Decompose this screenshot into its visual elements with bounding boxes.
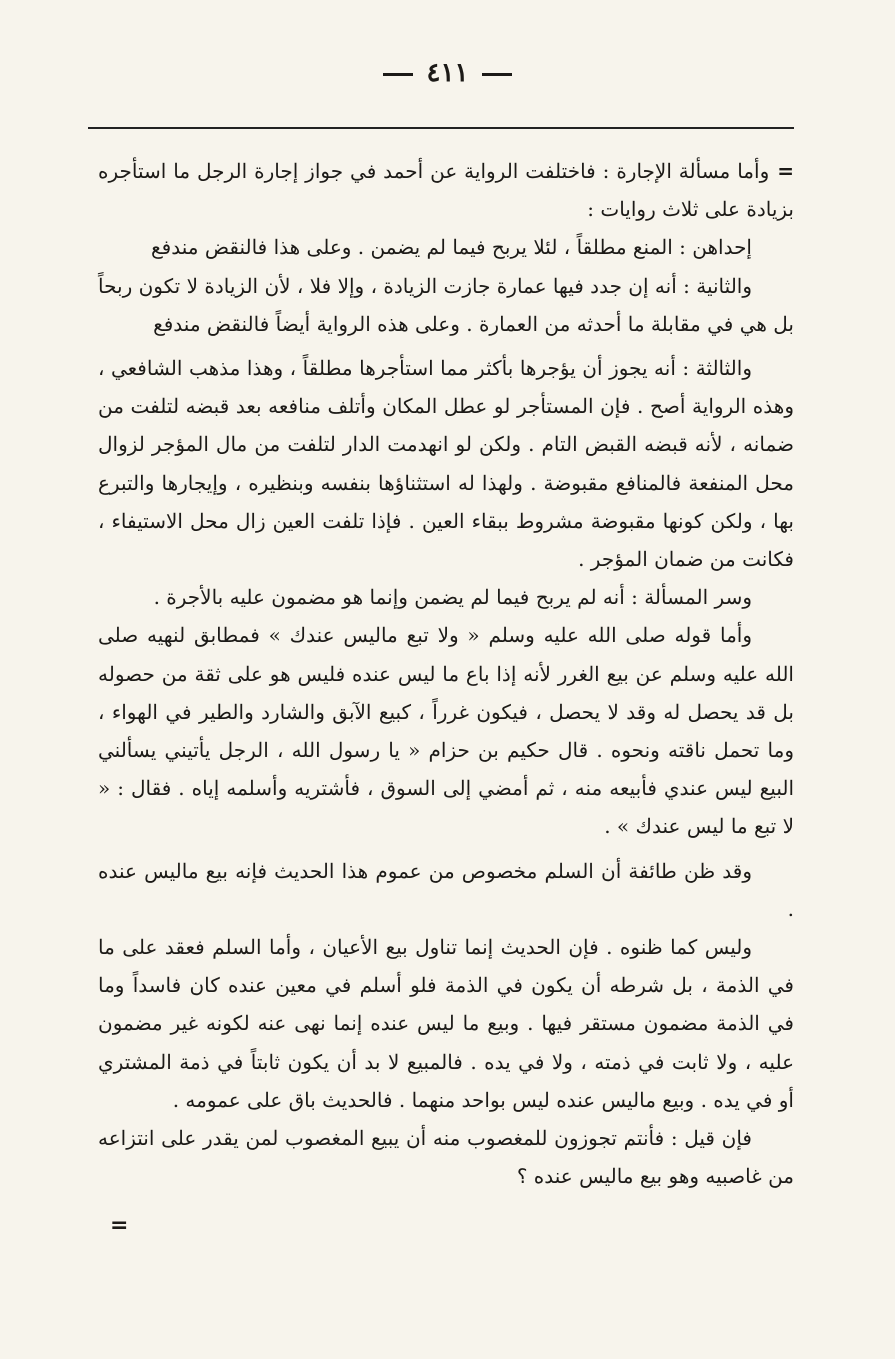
continuation-mark-end: = [110,1213,129,1238]
paragraph-8: وليس كما ظنوه . فإن الحديث إنما تناول بيع الأعيان ، وأما السلم فعقد على ما في الذمة ، بل شرطه أن يكون في الذمة فلو أسلم في معين عنده كان فاسداً وما في الذمة مضمون مستقر فيها . وبيع ما ليس عنده إنما نهى عنه لكونه غير مضمون عليه ، ولا ثابت في ذمته ، ولا في يده . فالمبيع لا بد أن يكون ثابتاً في ذمة المشتري أو في يده . وبيع ماليس عنده ليس بواحد منهما . فالحديث باق على عمومه . [98,935,794,1112]
continuation-mark: = [777,159,794,183]
paragraph-1: =وأما مسألة الإجارة : فاختلفت الرواية عن أحمد في جواز إجارة الرجل ما استأجره بزيادة على ثلاث روايات : [98,152,794,228]
page-body [98,152,794,1195]
paragraph-5: وسر المسألة : أنه لم يربح فيما لم يضمن وإنما هو مضمون عليه بالأجرة . [153,585,752,610]
paragraph-7: وقد ظن طائفة أن السلم مخصوص من عموم هذا الحديث فإنه بيع ماليس عنده . [98,858,794,921]
header-rule [88,127,794,129]
header-dash-right [482,73,512,76]
paragraph-4: والثالثة : أنه يجوز أن يؤجرها بأكثر مما استأجرها مطلقاً ، وهذا مذهب الشافعي ، وهذه الرواية أصح . فإن المستأجر لو عطل المكان وأتلف منافعه بعد قبضه لتلفت من ضمانه ، لأنه قبضه القبض التام . ولكن لو انهدمت الدار لتلفت من مال المؤجر لزوال محل المنفعة فالمنافع مقبوضة . ولهذا له استثناؤها بنفسه وبنظيره ، وإيجارها والتبرع بها ، ولكن كونها مقبوضة مشروط ببقاء العين . فإذا تلفت العين زال محل الاستيفاء ، فكانت من ضمان المؤجر . [98,356,794,572]
paragraph-2: إحداهن : المنع مطلقاً ، لئلا يربح فيما لم يضمن . وعلى هذا فالنقض مندفع [151,235,752,260]
paragraph-3: والثانية : أنه إن جدد فيها عمارة جازت الزيادة ، وإلا فلا ، لأن الزيادة لا تكون ربحاً بل هي في مقابلة ما أحدثه من العمارة . وعلى هذه الرواية أيضاً فالنقض مندفع [98,273,794,336]
page-number: ٤١١ [426,58,469,88]
paragraph-6: وأما قوله صلى الله عليه وسلم « ولا تبع ماليس عندك » فمطابق لنهيه صلى الله عليه وسلم عن بيع الغرر لأنه إذا باع ما ليس عنده فليس هو على ثقة من حصوله بل قد يحصل له وقد لا يحصل ، فيكون غرراً ، كبيع الآبق والشارد والطير في الهواء ، وما تحمل ناقته ونحوه . قال حكيم بن حزام « يا رسول الله ، الرجل يأتيني يسألني البيع ليس عندي فأبيعه منه ، ثم أمضي إلى السوق ، فأشتريه وأسلمه إياه . فقال : « لا تبع ما ليس عندك » . [98,623,794,839]
paragraph-9: فإن قيل : فأنتم تجوزون للمغصوب منه أن يبيع المغصوب لمن يقدر على انتزاعه من غاصبيه وهو بيع ماليس عنده ؟ [98,1126,794,1189]
page-header [0,58,895,88]
header-dash-left [383,73,413,76]
